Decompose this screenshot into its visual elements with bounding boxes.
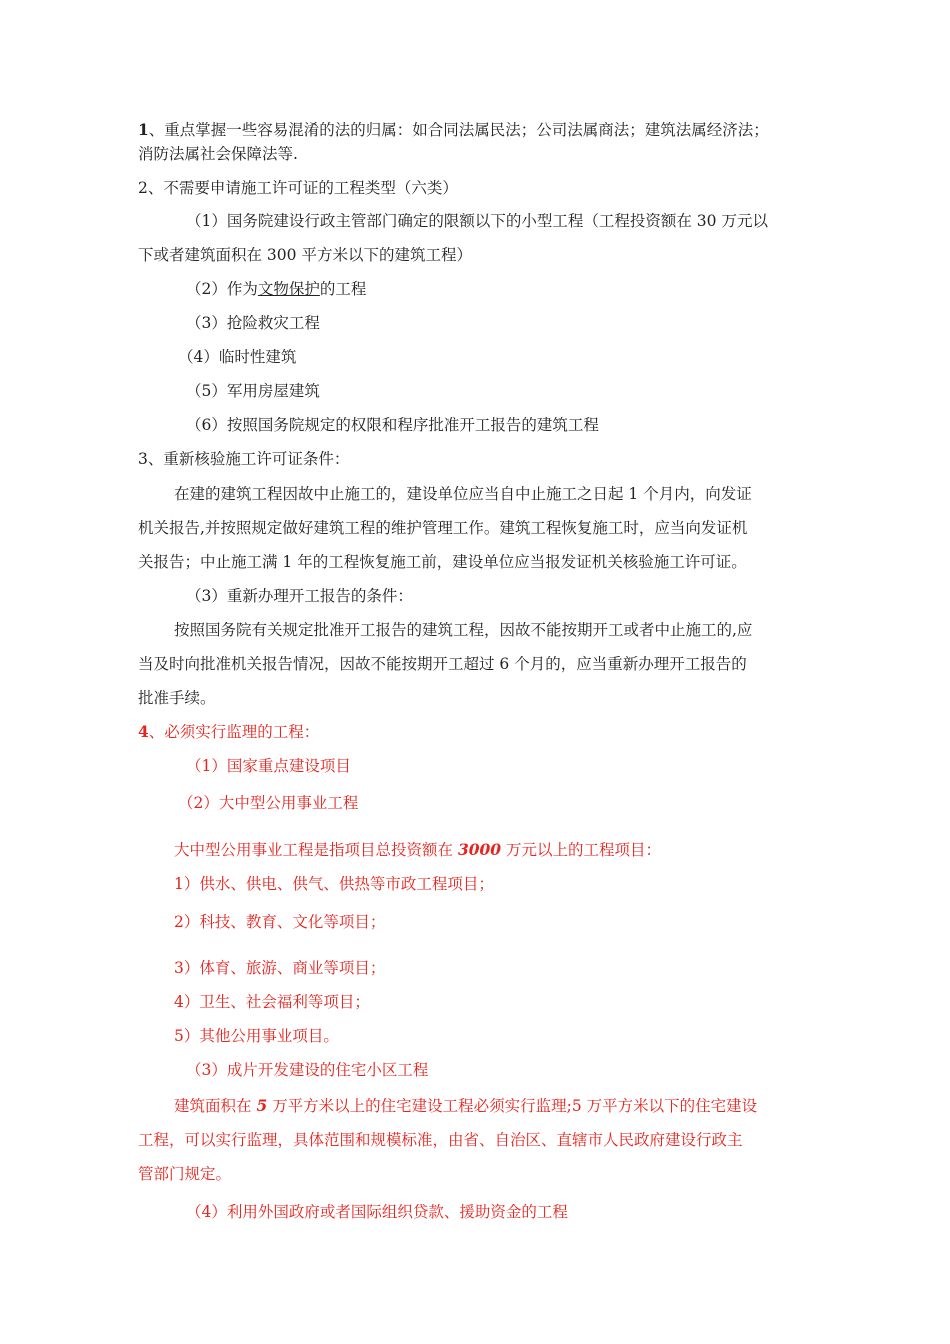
- section-3-title: 3、重新核验施工许可证条件：: [138, 450, 350, 468]
- section-2-item-2: [186, 279, 366, 299]
- section-1-line-1: [138, 120, 769, 140]
- section-4-item-3: （3）成片开发建设的住宅小区工程: [186, 1061, 429, 1079]
- section-4-residential-line-1: [174, 1096, 757, 1116]
- section-3-para-2-line-3: 批准手续。: [138, 689, 216, 707]
- section-1-line-2: 消防法属社会保障法等.: [138, 145, 298, 163]
- section-3-para-2-line-1: 按照国务院有关规定批准开工报告的建筑工程，因故不能按期开工或者中止施工的,应: [174, 621, 753, 639]
- section-4-list-4: 4）卫生、社会福利等项目；: [174, 993, 370, 1011]
- residential-pre: 建筑面积在: [174, 1097, 257, 1115]
- definition-pre: 大中型公用事业工程是指项目总投资额在: [174, 841, 458, 859]
- section-2-item-5: （5）军用房屋建筑: [186, 382, 320, 400]
- section-4-definition: [174, 840, 661, 860]
- section-4-list-5: 5）其他公用事业项目。: [174, 1027, 339, 1045]
- section-4-residential-line-3: 管部门规定。: [138, 1165, 232, 1183]
- section-3-para-1-line-1: 在建的建筑工程因故中止施工的，建设单位应当自中止施工之日起 1 个月内，向发证: [174, 485, 752, 503]
- section-2-title: 2、不需要申请施工许可证的工程类型（六类）: [138, 179, 458, 197]
- section-4-list-1: 1）供水、供电、供气、供热等市政工程项目；: [174, 875, 494, 893]
- section-1-text: 、重点掌握一些容易混淆的法的归属：如合同法属民法；公司法属商法；建筑法属经济法；: [148, 121, 769, 139]
- definition-amount: 3000: [457, 840, 502, 859]
- definition-post: 万元以上的工程项目：: [501, 841, 662, 859]
- section-2-item-6: （6）按照国务院规定的权限和程序批准开工报告的建筑工程: [186, 416, 599, 434]
- section-2-item-4: （4）临时性建筑: [178, 348, 297, 366]
- section-2-item-2-post: 的工程: [319, 280, 367, 298]
- section-4-item-4: （4）利用外国政府或者国际组织贷款、援助资金的工程: [186, 1203, 568, 1221]
- section-3-para-2-line-2: 当及时向批准机关报告情况，因故不能按期开工超过 6 个月的，应当重新办理开工报告的: [138, 655, 747, 673]
- section-1-number: 1: [138, 120, 149, 139]
- section-3-para-1-line-2: 机关报告,并按照规定做好建筑工程的维护管理工作。建筑工程恢复施工时，应当向发证机: [138, 519, 748, 537]
- section-4-list-2: 2）科技、教育、文化等项目；: [174, 913, 386, 931]
- residential-post: 万平方米以上的住宅建设工程必须实行监理;5 万平方米以下的住宅建设: [267, 1097, 758, 1115]
- section-2-item-1-line-2: 下或者建筑面积在 300 平方米以下的建筑工程）: [138, 246, 472, 264]
- section-3-subheading: （3）重新办理开工报告的条件：: [186, 587, 413, 605]
- section-4-list-3: 3）体育、旅游、商业等项目；: [174, 959, 386, 977]
- section-4-item-2: （2）大中型公用事业工程: [178, 794, 359, 812]
- section-4-residential-line-2: 工程，可以实行监理，具体范围和规模标准，由省、自治区、直辖市人民政府建设行政主: [138, 1131, 743, 1149]
- section-3-para-1-line-3: 关报告；中止施工满 1 年的工程恢复施工前，建设单位应当报发证机关核验施工许可证。: [138, 553, 747, 571]
- section-2-item-2-pre: （2）作为: [186, 280, 258, 298]
- section-4-item-1: （1）国家重点建设项目: [186, 757, 351, 775]
- section-4-title-text: 、必须实行监理的工程：: [148, 723, 320, 741]
- section-2-item-1-line-1: （1）国务院建设行政主管部门确定的限额以下的小型工程（工程投资额在 30 万元以: [186, 212, 768, 230]
- cultural-protection-link[interactable]: 文物保护: [257, 280, 320, 298]
- residential-area-number: 5: [256, 1096, 268, 1115]
- section-4-title: [138, 722, 319, 742]
- section-4-number: 4: [138, 722, 149, 741]
- section-2-item-3: （3）抢险救灾工程: [186, 314, 320, 332]
